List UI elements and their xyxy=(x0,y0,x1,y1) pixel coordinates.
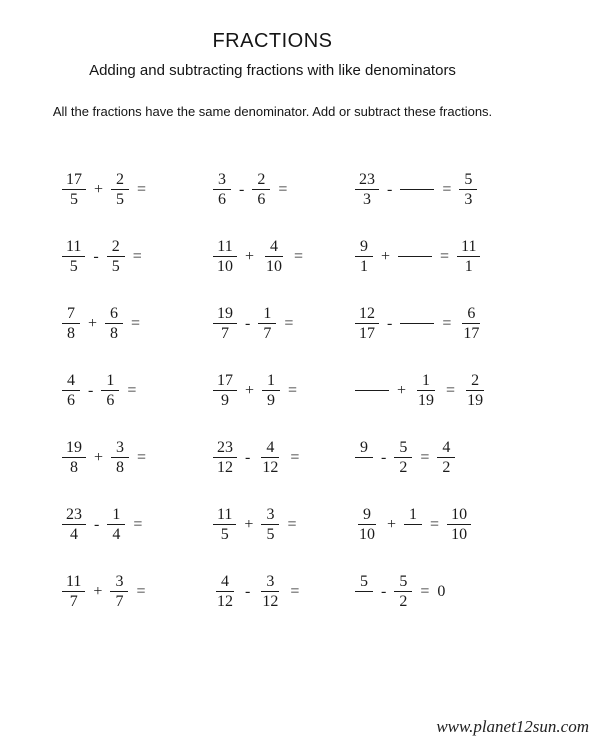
fraction-problem xyxy=(213,572,355,611)
fraction xyxy=(457,237,480,276)
denominator: 7 xyxy=(115,593,124,610)
fraction xyxy=(62,237,85,276)
equals-sign: = xyxy=(442,181,452,198)
denominator xyxy=(368,391,376,410)
plus-sign: + xyxy=(94,181,104,198)
fraction-problem xyxy=(213,304,355,343)
numerator: 11 xyxy=(62,237,85,257)
website-url: www.planet12sun.com xyxy=(436,717,589,736)
minus-sign: - xyxy=(245,449,251,466)
denominator: 6 xyxy=(257,191,266,208)
fraction xyxy=(62,304,80,343)
plus-sign: + xyxy=(88,315,98,332)
denominator: 7 xyxy=(69,593,78,610)
fraction xyxy=(213,438,237,477)
denominator: 5 xyxy=(266,526,275,543)
denominator: 3 xyxy=(464,191,473,208)
denominator: 12 xyxy=(262,593,279,610)
denominator: 7 xyxy=(263,325,272,342)
equals-sign: = xyxy=(133,516,143,533)
fraction-problem xyxy=(355,237,600,276)
fraction-problem xyxy=(62,237,213,276)
numerator: 6 xyxy=(462,304,480,324)
minus-sign: - xyxy=(93,248,99,265)
blank-fraction xyxy=(355,371,389,410)
minus-sign: - xyxy=(387,315,393,332)
denominator: 10 xyxy=(451,526,468,543)
fraction-problem xyxy=(213,237,355,276)
fraction-problem xyxy=(355,572,600,611)
equals-sign: = xyxy=(284,315,294,332)
fraction xyxy=(213,572,237,611)
numerator: 1 xyxy=(404,505,422,525)
denominator: 5 xyxy=(70,191,78,208)
minus-sign: - xyxy=(381,449,387,466)
numerator: 1 xyxy=(258,304,276,324)
fraction xyxy=(262,371,280,410)
equals-sign: = xyxy=(446,382,456,399)
numerator: 9 xyxy=(358,505,376,525)
fraction xyxy=(459,170,477,209)
numerator: 3 xyxy=(110,572,128,592)
numerator: 12 xyxy=(355,304,379,324)
fraction xyxy=(62,170,86,209)
fraction xyxy=(355,170,379,209)
minus-sign: - xyxy=(88,382,94,399)
blank-fraction xyxy=(398,237,432,276)
fraction xyxy=(252,170,270,209)
minus-sign: - xyxy=(245,583,251,600)
fraction xyxy=(258,438,282,477)
numerator xyxy=(400,304,434,324)
denominator: 5 xyxy=(69,258,78,275)
numerator xyxy=(398,237,432,257)
equals-sign: = xyxy=(278,181,288,198)
numerator: 4 xyxy=(216,572,234,592)
denominator: 10 xyxy=(359,526,375,543)
denominator xyxy=(413,324,421,343)
numerator: 7 xyxy=(62,304,80,324)
numerator: 2 xyxy=(111,170,129,190)
fraction xyxy=(111,170,129,209)
fraction-problem xyxy=(355,438,600,477)
numerator: 5 xyxy=(459,170,477,190)
fraction xyxy=(213,371,237,410)
numerator: 2 xyxy=(466,371,484,391)
denominator xyxy=(360,592,368,611)
fraction xyxy=(105,304,123,343)
fraction xyxy=(459,304,483,343)
page-title: FRACTIONS xyxy=(212,30,333,52)
page-subtitle: Adding and subtracting fractions with like denominators xyxy=(89,62,456,79)
fraction xyxy=(107,505,125,544)
numerator: 5 xyxy=(355,572,373,592)
numerator: 19 xyxy=(213,304,237,324)
fraction xyxy=(213,505,236,544)
denominator xyxy=(413,190,421,209)
numerator: 9 xyxy=(355,438,373,458)
denominator: 5 xyxy=(220,526,229,543)
numerator: 3 xyxy=(111,438,129,458)
fraction-problem xyxy=(355,371,600,410)
fraction-problem xyxy=(213,170,355,209)
instructions-text: All the fractions have the same denominator. Add or subtract these fractions. xyxy=(52,104,493,119)
numerator: 4 xyxy=(437,438,455,458)
fraction-problem xyxy=(62,170,213,209)
fraction xyxy=(62,371,80,410)
equals-sign: = xyxy=(440,248,450,265)
fraction xyxy=(213,304,237,343)
equals-sign: = xyxy=(442,315,452,332)
denominator: 5 xyxy=(111,258,120,275)
numerator: 4 xyxy=(261,438,279,458)
fraction xyxy=(355,438,373,477)
plus-sign: + xyxy=(244,516,254,533)
equals-sign: = xyxy=(420,583,430,600)
fraction-problem xyxy=(62,572,213,611)
denominator: 12 xyxy=(217,593,233,610)
numerator: 3 xyxy=(213,170,231,190)
minus-sign: - xyxy=(239,181,245,198)
denominator xyxy=(409,525,417,544)
equals-sign: = xyxy=(136,583,146,600)
blank-fraction xyxy=(400,170,434,209)
denominator: 2 xyxy=(399,459,408,476)
equals-sign: = xyxy=(137,449,147,466)
result-value: 0 xyxy=(437,583,446,600)
fraction-problem xyxy=(355,170,600,209)
fraction xyxy=(258,572,282,611)
denominator: 4 xyxy=(112,526,121,543)
fraction-problem xyxy=(213,505,355,544)
fraction-problem xyxy=(62,438,213,477)
minus-sign: - xyxy=(94,516,100,533)
numerator: 2 xyxy=(252,170,270,190)
fraction xyxy=(62,505,86,544)
denominator: 8 xyxy=(110,325,119,342)
numerator: 11 xyxy=(457,237,480,257)
worksheet-footer xyxy=(436,717,589,737)
numerator: 1 xyxy=(107,505,125,525)
numerator: 23 xyxy=(213,438,237,458)
fraction xyxy=(355,237,373,276)
equals-sign: = xyxy=(294,248,304,265)
plus-sign: + xyxy=(381,248,391,265)
denominator: 17 xyxy=(359,325,375,342)
fraction xyxy=(62,438,86,477)
problems-grid xyxy=(0,156,600,625)
plus-sign: + xyxy=(245,382,255,399)
fraction xyxy=(261,505,279,544)
denominator: 19 xyxy=(418,392,435,409)
equals-sign: = xyxy=(287,516,297,533)
numerator: 3 xyxy=(261,505,279,525)
numerator: 1 xyxy=(262,371,280,391)
denominator: 6 xyxy=(67,392,75,409)
numerator: 11 xyxy=(62,572,85,592)
plus-sign: + xyxy=(397,382,407,399)
numerator: 1 xyxy=(417,371,435,391)
equals-sign: = xyxy=(132,248,142,265)
fraction xyxy=(437,438,455,477)
numerator: 17 xyxy=(62,170,86,190)
denominator: 6 xyxy=(218,191,226,208)
numerator: 2 xyxy=(107,237,125,257)
denominator: 2 xyxy=(399,593,408,610)
minus-sign: - xyxy=(381,583,387,600)
denominator: 8 xyxy=(116,459,125,476)
fraction xyxy=(447,505,471,544)
denominator: 8 xyxy=(67,325,75,342)
denominator: 7 xyxy=(221,325,229,342)
plus-sign: + xyxy=(93,583,103,600)
denominator: 8 xyxy=(70,459,78,476)
fraction-problem xyxy=(355,505,600,544)
minus-sign: - xyxy=(387,181,393,198)
numerator: 10 xyxy=(447,505,471,525)
denominator: 6 xyxy=(106,392,115,409)
fraction xyxy=(262,237,286,276)
fraction xyxy=(355,572,373,611)
denominator: 10 xyxy=(217,258,233,275)
fraction xyxy=(213,170,231,209)
equals-sign: = xyxy=(290,583,300,600)
equals-sign: = xyxy=(290,449,300,466)
fraction xyxy=(213,237,237,276)
numerator: 5 xyxy=(394,572,412,592)
equals-sign: = xyxy=(420,449,430,466)
numerator: 23 xyxy=(355,170,379,190)
numerator: 4 xyxy=(265,237,283,257)
denominator: 10 xyxy=(266,258,283,275)
numerator: 6 xyxy=(105,304,123,324)
denominator: 12 xyxy=(262,459,279,476)
fraction-problem xyxy=(62,304,213,343)
plus-sign: + xyxy=(94,449,104,466)
denominator: 3 xyxy=(363,191,371,208)
numerator xyxy=(400,170,434,190)
fraction xyxy=(355,304,379,343)
fraction xyxy=(414,371,438,410)
minus-sign: - xyxy=(245,315,251,332)
fraction xyxy=(258,304,276,343)
equals-sign: = xyxy=(131,315,141,332)
fraction xyxy=(394,438,412,477)
fraction-problem xyxy=(62,371,213,410)
equals-sign: = xyxy=(288,382,298,399)
fraction xyxy=(394,572,412,611)
fraction xyxy=(107,237,125,276)
denominator: 9 xyxy=(267,392,276,409)
fraction xyxy=(110,572,128,611)
plus-sign: + xyxy=(245,248,255,265)
denominator: 17 xyxy=(463,325,480,342)
numerator: 11 xyxy=(213,237,236,257)
worksheet-header xyxy=(0,0,545,119)
fraction-problem xyxy=(213,371,355,410)
numerator: 1 xyxy=(101,371,119,391)
denominator xyxy=(360,458,368,477)
fraction-problem xyxy=(213,438,355,477)
fraction-problem xyxy=(355,304,600,343)
fraction xyxy=(404,505,422,544)
blank-fraction xyxy=(400,304,434,343)
numerator: 9 xyxy=(355,237,373,257)
numerator: 4 xyxy=(62,371,80,391)
numerator: 3 xyxy=(261,572,279,592)
fraction xyxy=(463,371,487,410)
fraction-problem xyxy=(62,505,213,544)
denominator xyxy=(411,257,419,276)
numerator: 23 xyxy=(62,505,86,525)
equals-sign: = xyxy=(127,382,137,399)
denominator: 1 xyxy=(360,258,368,275)
denominator: 4 xyxy=(70,526,78,543)
numerator: 5 xyxy=(394,438,412,458)
denominator: 5 xyxy=(116,191,125,208)
plus-sign: + xyxy=(387,516,397,533)
numerator: 19 xyxy=(62,438,86,458)
equals-sign: = xyxy=(430,516,440,533)
numerator: 17 xyxy=(213,371,237,391)
fraction xyxy=(62,572,85,611)
denominator: 19 xyxy=(467,392,484,409)
fraction xyxy=(111,438,129,477)
fraction xyxy=(355,505,379,544)
denominator: 2 xyxy=(442,459,451,476)
denominator: 1 xyxy=(464,258,473,275)
numerator: 11 xyxy=(213,505,236,525)
numerator xyxy=(355,371,389,391)
fraction xyxy=(101,371,119,410)
equals-sign: = xyxy=(137,181,147,198)
denominator: 9 xyxy=(221,392,229,409)
denominator: 12 xyxy=(217,459,233,476)
